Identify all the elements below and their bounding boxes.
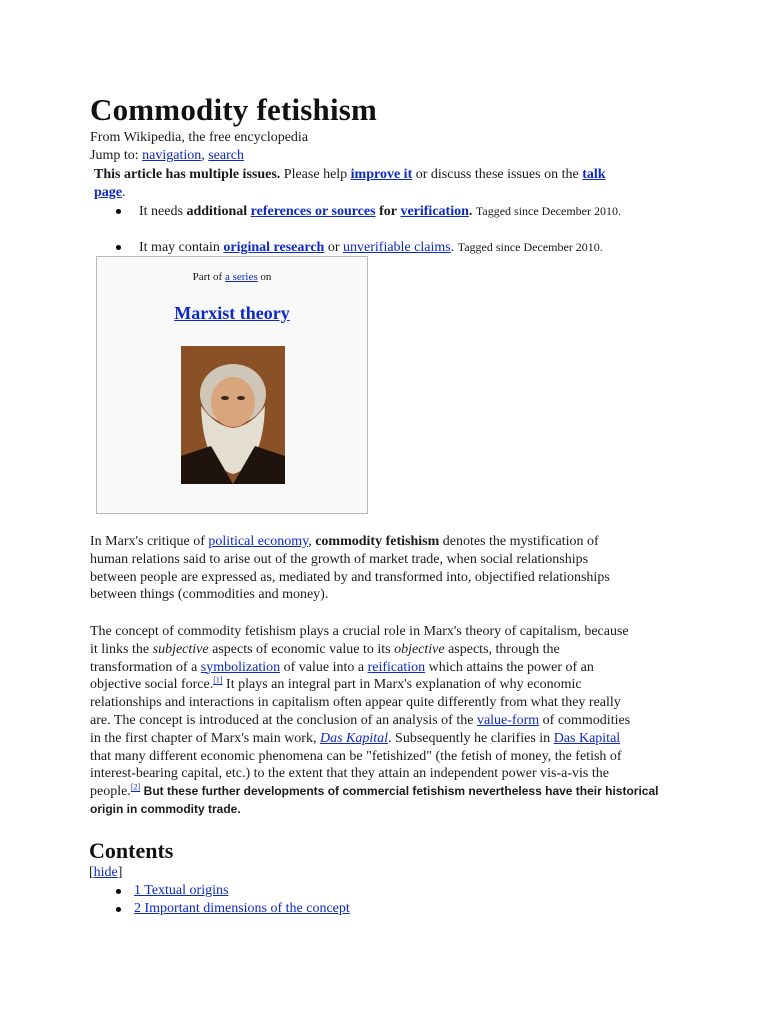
a-series-link[interactable]: a series [224,271,258,283]
hide-contents-link[interactable]: hide [93,865,118,880]
issue-item [139,238,603,257]
p2-bold-sans: But these further developments of commercial fetishism nevertheless have their historical [143,784,659,799]
p2-text: It plays an integral part in Marx's explanation of why economic [226,677,582,693]
improve-it-link[interactable]: improve it [350,167,413,182]
symbolization-link[interactable]: symbolization [200,659,281,675]
p2-line: that many different economic phenomena can be "fetishized" (the fetish of money, the fetish of [90,748,622,764]
p2-line [90,730,680,748]
tagged-date: Tagged since December 2010. [457,240,603,254]
series-title [97,303,367,324]
p2-text: in the first chapter of Marx's main work, [90,730,317,746]
marxism-infobox [96,256,368,514]
bullet-icon [116,907,121,912]
p2-line [90,712,680,730]
karl-marx-portrait[interactable] [181,346,285,484]
part-of-series [97,271,367,283]
commodity-fetishism-bold: commodity fetishism [315,534,440,549]
value-form-link[interactable]: value-form [476,712,540,728]
subjective-italic: subjective [152,641,209,657]
issue-end: . [468,204,473,219]
issue-additional: additional [186,204,248,219]
references-link[interactable]: references or sources [250,204,376,219]
on-label: on [260,271,272,283]
p2-line: relationships and interactions in capitalism often appear quite differently from what they really [90,695,621,711]
p2-text: . Subsequently he clarifies in [388,730,551,746]
bullet-icon [116,889,121,894]
p2-line: interest-bearing capital, etc.) to the extent that they attain an independent power vis-a-vis the [90,766,609,782]
p2-line [90,676,680,694]
citation-2-link[interactable]: [2] [130,782,141,792]
citation-1-link[interactable]: [1] [213,675,223,685]
p2-bold-sans: origin in commodity trade. [90,801,241,816]
p2-text: are. The concept is introduced at the conclusion of an analysis of the [90,712,474,728]
political-economy-link[interactable]: political economy [208,534,309,549]
issue-item [139,202,621,221]
p1-line [90,533,680,551]
bracket-open: [ [89,865,94,880]
tagline: From Wikipedia, the free encyclopedia [90,130,309,145]
toc-important-dimensions-link[interactable]: 2 Important dimensions of the concept [134,901,350,916]
p2-line [90,659,680,677]
toc-textual-origins-link[interactable]: 1 Textual origins [134,883,229,898]
p2-text: objective social force. [90,677,214,693]
toc-item [134,900,350,918]
navigation-link[interactable]: navigation [142,148,202,163]
part-of-label: Part of [192,271,223,283]
jump-separator: , [201,148,205,163]
portrait-image [181,346,285,484]
bracket-close: ] [117,865,123,880]
issue-may: It may contain [139,240,220,255]
objective-italic: objective [394,641,445,657]
issue-for: for [379,204,397,219]
das-kapital-link[interactable]: Das Kapital [319,730,389,746]
contents-heading: Contents [89,838,174,863]
issue-needs: It needs [139,204,183,219]
search-link[interactable]: search [208,148,244,163]
reification-link[interactable]: reification [367,659,426,675]
p2-line [90,783,680,801]
p2-line [90,801,680,819]
p2-text: it links the [90,641,150,657]
jump-to-label: Jump to: [90,148,139,163]
p1-line: between things (commodities and money). [90,587,329,603]
contents-toggle [89,864,122,882]
concept-paragraph [90,623,680,819]
issues-heading: This article has multiple issues. [94,167,281,182]
tagged-date: Tagged since December 2010. [475,204,621,218]
das-kapital-link-2[interactable]: Das Kapital [553,730,621,746]
issues-header [94,166,606,184]
p2-text: which attains the power of an [428,659,594,675]
p2-text: people. [90,784,131,800]
p1-comma: , [308,534,312,549]
p1-text: denotes the mystification of [442,534,599,549]
jump-to [90,147,244,165]
intro-paragraph [90,533,680,604]
unverifiable-claims-link[interactable]: unverifiable claims [343,240,451,255]
p2-text: aspects, through the [448,641,560,657]
original-research-link[interactable]: original research [223,240,325,255]
talk-page-link[interactable]: page [94,185,122,200]
issues-please-help: Please help [283,167,348,182]
p2-line [90,641,680,659]
bullet-icon [116,245,121,250]
bullet-icon [116,209,121,214]
issues-discuss: or discuss these issues on the [415,167,579,182]
verification-link[interactable]: verification [400,204,469,219]
p1-line: human relations said to arise out of the growth of market trade, when social relationships [90,551,589,567]
issue-end: . [450,240,455,255]
p1-text: In Marx's critique of [90,534,205,549]
page-title: Commodity fetishism [90,92,378,127]
p2-text: transformation of a [90,659,198,675]
toc-item [134,882,228,900]
issue-or: or [327,240,340,255]
p2-line: The concept of commodity fetishism plays a crucial role in Marx's theory of capitalism, because [90,624,629,639]
issues-header-cont [94,184,126,202]
p2-text: of value into a [283,659,365,675]
p2-text: of commodities [542,712,631,728]
p1-line: between people are expressed as, mediated by and transformed into, objectified relationships [90,569,610,585]
talk-link[interactable]: talk [582,167,606,182]
marxist-theory-link[interactable]: Marxist theory [174,303,290,323]
p2-text: aspects of economic value to its [212,641,391,657]
issues-page-end: . [122,185,126,200]
